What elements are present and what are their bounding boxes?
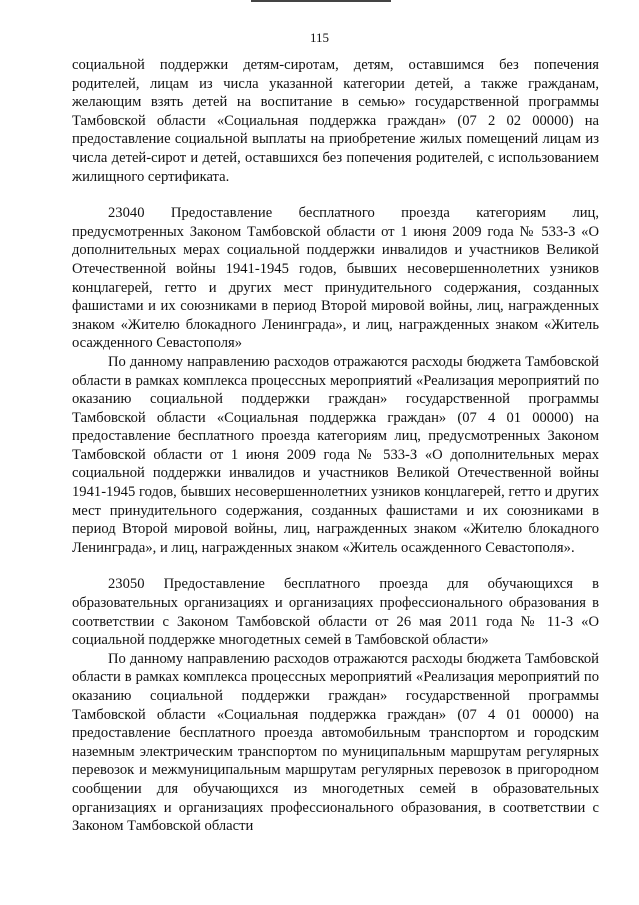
paragraph-description-23050: По данному направлению расходов отражаются расходы бюджета Тамбовской области в рамках комплекса процессных мероприятий «Реализация мероприятий по оказанию социальной поддержки граждан» государственной программы Тамбовской области «Социальная поддержка граждан» (07 4 01 00000) на предоставление бесплатного проезда автомобильным транспортом и городским наземным электрическим транспортом по муниципальным маршрутам регулярных перевозок и межмуниципальным маршрутам регулярных перевозок в пригородном сообщении для обучающихся из многодетных семей в образовательных организациях и организациях профессионального образования, в соответствии с Законом Тамбовской области — [72, 650, 599, 835]
page-number: 115 — [309, 30, 330, 45]
paragraph-heading-23050: 23050 Предоставление бесплатного проезда для обучающихся в образовательных организациях и организациях профессионального образования в соответствии с Законом Тамбовской области от 26 мая 2011 года № 11-З «О социальной поддержке многодетных семей в Тамбовской области» — [72, 576, 599, 649]
paragraph-continuation: социальной поддержки детям-сиротам, детям, оставшимся без попечения родителей, лицам из числа указанной категории детей, а также гражданам, желающим взять детей на воспитание в семью» государственной программы Тамбовской области «Социальная поддержка граждан» (07 2 02 00000) на предоставление социальной выплаты на приобретение жилых помещений лицам из числа детей-сирот и детей, оставшихся без попечения родителей, с использованием жилищного сертификата. — [72, 57, 599, 185]
paragraph-heading-23040: 23040 Предоставление бесплатного проезда категориям лиц, предусмотренных Законом Тамбовской области от 1 июня 2009 года № 533-З «О дополнительных мерах социальной поддержки инвалидов и участников Великой Отечественной войны 1941-1945 годов, бывших несовершеннолетних узников концлагерей, гетто и других мест принудительного содержания, созданных фашистами и их союзниками в период Второй мировой войны, лиц, награжденных знаком «Жителю блокадного Ленинграда», и лиц, награжденных знаком «Житель осажденного Севастополя» — [72, 205, 599, 352]
paragraph-gap — [72, 186, 599, 204]
top-rule — [251, 0, 391, 2]
document-body — [72, 56, 599, 836]
paragraph-gap — [72, 557, 599, 575]
paragraph-description-23040: По данному направлению расходов отражаются расходы бюджета Тамбовской области в рамках комплекса процессных мероприятий «Реализация мероприятий по оказанию социальной поддержки граждан» государственной программы Тамбовской области «Социальная поддержка граждан» (07 4 01 00000) на предоставление бесплатного проезда категориям лиц, предусмотренных Законом Тамбовской области от 1 июня 2009 года № 533-З «О дополнительных мерах социальной поддержки инвалидов и участников Великой Отечественной войны 1941-1945 годов, бывших несовершеннолетних узников концлагерей, гетто и других мест принудительного содержания, созданных фашистами и их союзниками в период Второй мировой войны, лиц, награжденных знаком «Жителю блокадного Ленинграда», и лиц, награжденных знаком «Житель осажденного Севастополя». — [72, 353, 599, 556]
